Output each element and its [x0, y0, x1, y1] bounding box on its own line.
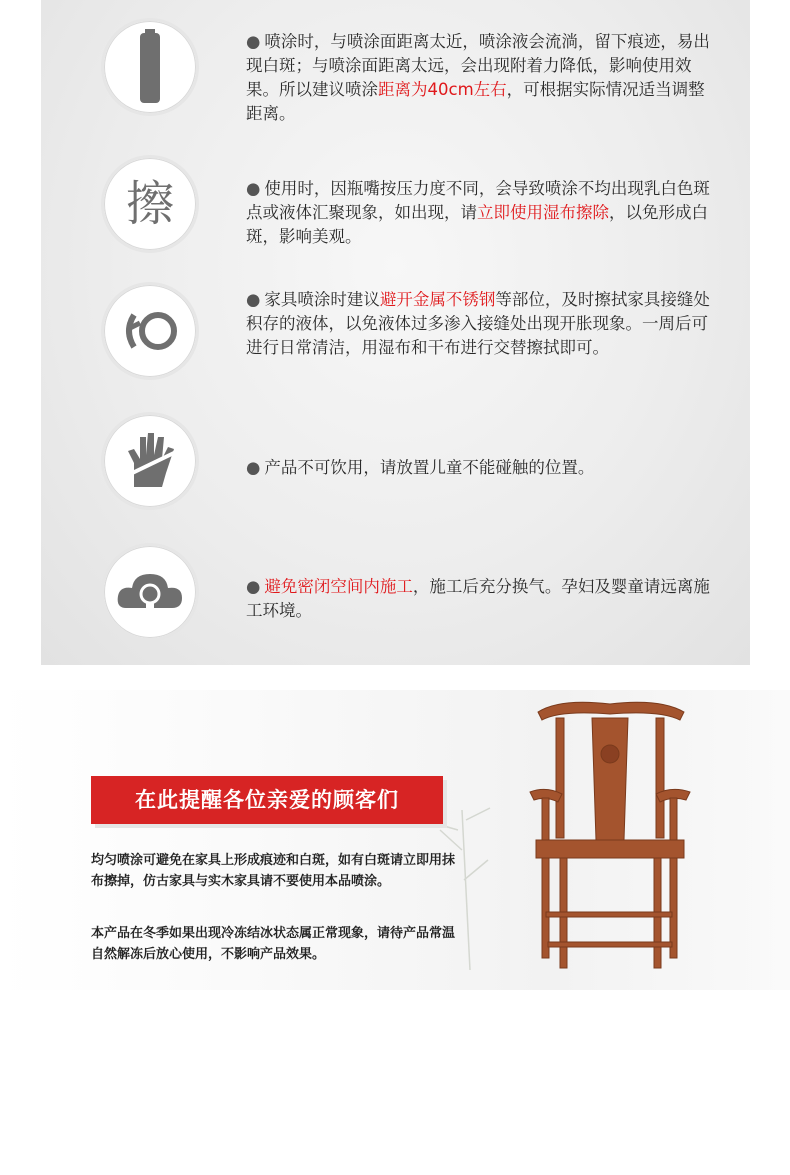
reminder-paragraph-1: 均匀喷涂可避免在家具上形成痕迹和白斑，如有白斑请立即用抹布擦掉，仿古家具与实木家具请不要使用本品喷涂。	[91, 853, 456, 889]
tip-item-children	[41, 412, 750, 532]
tip-text: ● 喷涂时，与喷涂面距离太近，喷涂液会流淌，留下痕迹，易出现白斑；与喷涂面距离太远，会出现附着力降低，影响使用效果。所以建议喷涂距离为40cm左右，可根据实际情况适当调整距离。	[246, 32, 710, 123]
tip-text: ● 使用时，因瓶嘴按压力度不同，会导致喷涂不均出现乳白色斑点或液体汇聚现象，如出现，请立即使用湿布擦除，以免形成白斑，影响美观。	[246, 179, 710, 246]
tip-text: ● 产品不可饮用，请放置儿童不能碰触的位置。	[246, 458, 595, 477]
no-touch-hand-icon	[101, 412, 199, 510]
ventilation-cloud-icon	[101, 543, 199, 641]
wipe-character-icon	[101, 155, 199, 253]
safety-tips-panel	[41, 0, 750, 665]
tip-item-distance	[41, 18, 750, 138]
svg-text:擦: 擦	[125, 176, 175, 232]
reminder-title-banner: 在此提醒各位亲爱的顾客们	[91, 776, 443, 824]
spray-can-icon	[101, 18, 199, 116]
tip-item-metal	[41, 282, 750, 402]
reminder-paragraph-2: 本产品在冬季如果出现冷冻结冰状态属正常现象，请待产品常温自然解冻后放心使用，不影响产品效果。	[91, 926, 456, 962]
tip-item-wipe	[41, 155, 750, 275]
tip-text: ● 避免密闭空间内施工，施工后充分换气。孕妇及婴童请远离施工环境。	[246, 577, 710, 620]
tip-text: ● 家具喷涂时建议避开金属不锈钢等部位，及时擦拭家具接缝处积存的液体，以免液体过多渗入接缝处出现开胀现象。一周后可进行日常清洁，用湿布和干布进行交替擦拭即可。	[246, 290, 710, 357]
tip-item-ventilation	[41, 543, 750, 663]
avoid-metal-icon	[101, 282, 199, 380]
